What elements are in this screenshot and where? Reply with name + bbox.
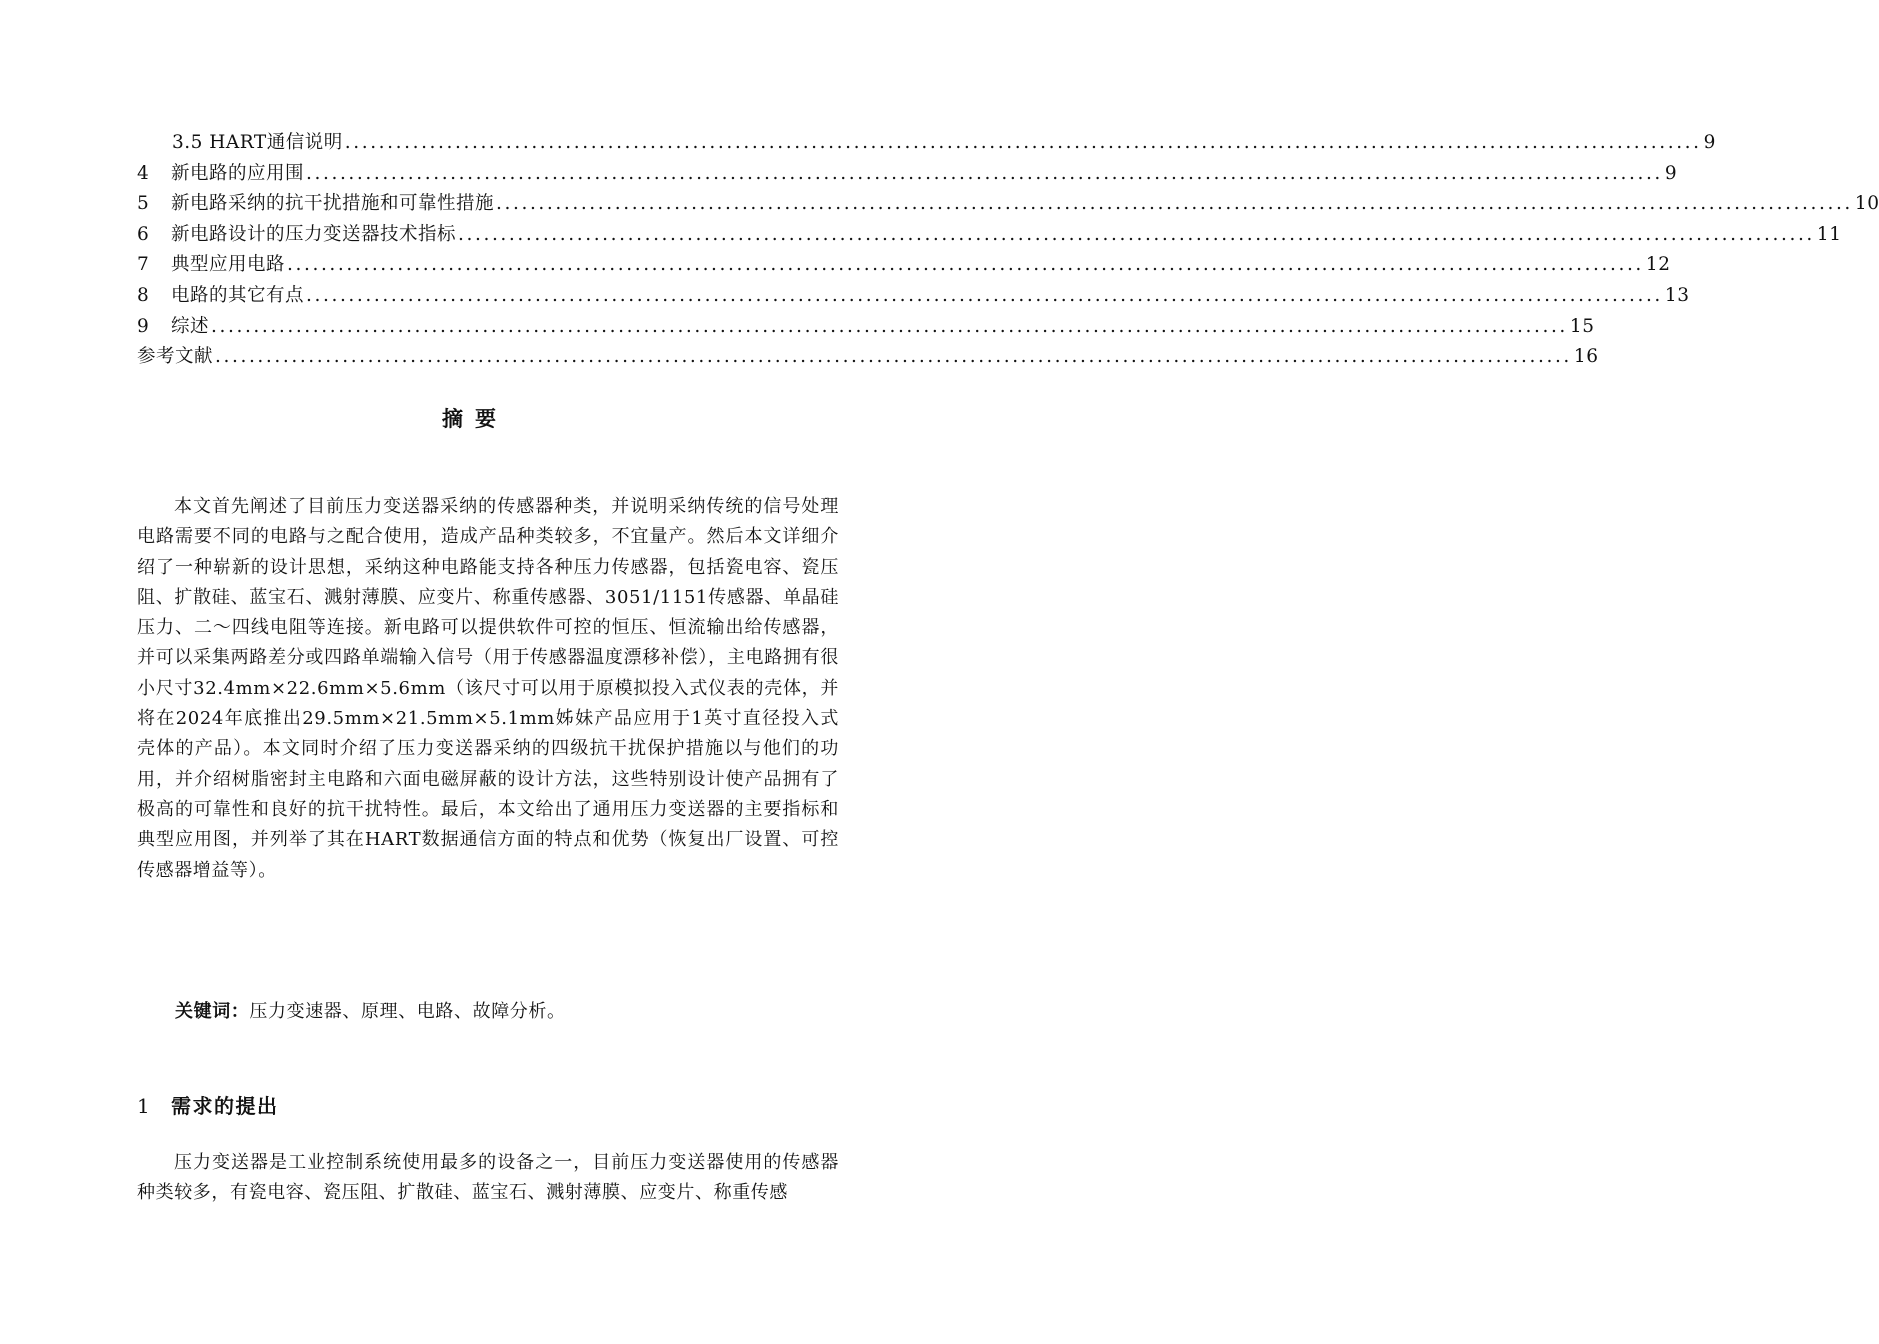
toc-entry-leader: ................................................................................................................................................................ bbox=[215, 346, 1572, 368]
toc-entry-title: 新电路的应用围 bbox=[171, 162, 305, 184]
toc-entry-page: 10 bbox=[1854, 193, 1879, 215]
toc-entry-number: 9 bbox=[137, 315, 150, 337]
toc-entry-leader: ................................................................................................................................................................ bbox=[211, 315, 1568, 337]
table-of-contents bbox=[137, 128, 1879, 373]
toc-entry[interactable] bbox=[137, 281, 1690, 312]
toc-entry-leader: ................................................................................................................................................................ bbox=[306, 162, 1663, 184]
toc-entry-number: 6 bbox=[137, 223, 150, 245]
toc-entry-page: 11 bbox=[1816, 223, 1842, 245]
toc-entry-page: 16 bbox=[1573, 346, 1599, 368]
toc-entry-page: 13 bbox=[1664, 284, 1690, 306]
toc-entry-title: 综述 bbox=[171, 315, 210, 337]
toc-entry[interactable] bbox=[137, 159, 1678, 190]
toc-entry-title: 新电路设计的压力变送器技术指标 bbox=[171, 223, 457, 245]
toc-entry-leader: ................................................................................................................................................................ bbox=[496, 193, 1853, 215]
section-1-title: 需求的提出 bbox=[171, 1094, 279, 1118]
toc-entry-page: 9 bbox=[1664, 162, 1678, 184]
toc-entry-title: 典型应用电路 bbox=[171, 254, 286, 276]
toc-entry[interactable] bbox=[137, 250, 1671, 281]
toc-entry-page: 12 bbox=[1645, 254, 1671, 276]
toc-entry-title: 电路的其它有点 bbox=[171, 284, 305, 306]
section-1-body: 压力变送器是工业控制系统使用最多的设备之一，目前压力变送器使用的传感器种类较多，有瓷电容、瓷压阻、扩散硅、蓝宝石、溅射薄膜、应变片、称重传感 bbox=[137, 1152, 839, 1204]
abstract-body: 本文首先阐述了目前压力变送器采纳的传感器种类，并说明采纳传统的信号处理电路需要不同的电路与之配合使用，造成产品种类较多，不宜量产。然后本文详细介绍了一种崭新的设计思想，采纳这种电路能支持各种压力传感器，包括瓷电容、瓷压阻、扩散硅、蓝宝石、溅射薄膜、应变片、称重传感器、3051/1151传感器、单晶硅压力、二～四线电阻等连接。新电路可以提供软件可控的恒压、恒流输出给传感器，并可以采集两路差分或四路单端输入信号（用于传感器温度漂移补偿），主电路拥有很小尺寸32.4mm×22.6mm×5.6mm（该尺寸可以用于原模拟投入式仪表的壳体，并将在2024年底推出29.5mm×21.5mm×5.1mm姊妹产品应用于1英寸直径投入式壳体的产品）。本文同时介绍了压力变送器采纳的四级抗干扰保护措施以与他们的功用，并介绍树脂密封主电路和六面电磁屏蔽的设计方法，这些特别设计使产品拥有了极高的可靠性和良好的抗干扰特性。最后，本文给出了通用压力变送器的主要指标和典型应用图，并列举了其在HART数据通信方面的特点和优势（恢复出厂设置、可控传感器增益等）。 bbox=[137, 496, 839, 881]
toc-entry-number: 8 bbox=[137, 284, 150, 306]
toc-entry-number: 7 bbox=[137, 254, 150, 276]
abstract-heading: 摘要 bbox=[442, 406, 508, 431]
toc-entry-leader: ................................................................................................................................................................ bbox=[287, 254, 1644, 276]
toc-entry-title: 新电路采纳的抗干扰措施和可靠性措施 bbox=[171, 193, 495, 215]
keywords-line bbox=[175, 997, 566, 1023]
toc-entry-leader: ................................................................................................................................................................ bbox=[344, 132, 1702, 153]
toc-entry-leader: ................................................................................................................................................................ bbox=[306, 284, 1663, 306]
toc-entry-number: 5 bbox=[137, 193, 150, 215]
keywords-label: 关键词： bbox=[175, 1001, 250, 1022]
toc-entry-title: 3.5 HART通信说明 bbox=[172, 132, 343, 153]
toc-entry-page: 15 bbox=[1569, 315, 1595, 337]
toc-entry[interactable] bbox=[137, 128, 1716, 159]
section-1-heading bbox=[137, 1090, 279, 1119]
toc-entry[interactable] bbox=[137, 220, 1842, 251]
keywords-text: 压力变速器、原理、电路、故障分析。 bbox=[249, 1001, 566, 1022]
section-1-number: 1 bbox=[137, 1094, 152, 1118]
toc-entry-leader: ................................................................................................................................................................ bbox=[458, 223, 1815, 245]
toc-entry-page: 9 bbox=[1703, 132, 1716, 153]
toc-entry[interactable] bbox=[137, 312, 1595, 343]
toc-entry[interactable] bbox=[137, 342, 1599, 373]
toc-entry-number: 4 bbox=[137, 162, 150, 184]
toc-entry[interactable] bbox=[137, 189, 1879, 220]
toc-entry-title: 参考文献 bbox=[137, 346, 214, 368]
